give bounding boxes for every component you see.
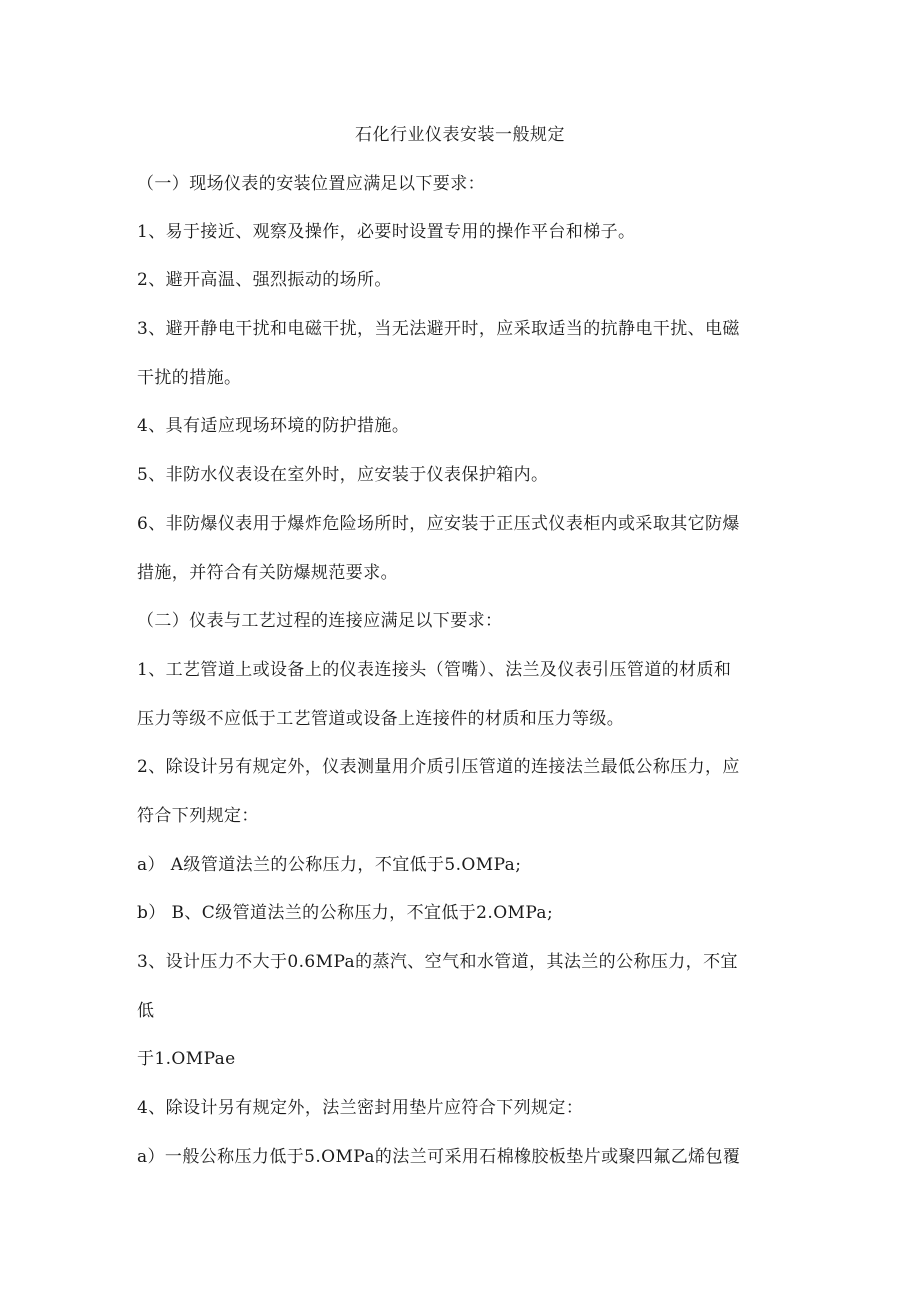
text-line: 措施，并符合有关防爆规范要求。 (137, 563, 398, 583)
text-line: 6、非防爆仪表用于爆炸危险场所时，应安装于正压式仪表柜内或采取其它防爆 (137, 514, 740, 534)
text-line: b） B、C级管道法兰的公称压力，不宜低于2.OMPa; (137, 903, 554, 923)
text-line: a） A级管道法兰的公称压力，不宜低于5.OMPa; (137, 855, 522, 875)
text-line: 3、避开静电干扰和电磁干扰，当无法避开时，应采取适当的抗静电干扰、电磁 (137, 319, 740, 339)
text-line: 4、具有适应现场环境的防护措施。 (137, 416, 410, 436)
text-line: 1、易于接近、观察及操作，必要时设置专用的操作平台和梯子。 (137, 222, 636, 242)
text-line: 2、除设计另有规定外，仪表测量用介质引压管道的连接法兰最低公称压力，应 (137, 757, 740, 777)
text-line: 5、非防水仪表设在室外时，应安装于仪表保护箱内。 (137, 465, 549, 485)
text-line: 于1.OMPae (137, 1049, 236, 1069)
text-line: 干扰的措施。 (137, 368, 242, 388)
text-line: 压力等级不应低于工艺管道或设备上连接件的材质和压力等级。 (137, 709, 625, 729)
document-title: 石化行业仪表安装一般规定 (355, 125, 565, 145)
text-line: 1、工艺管道上或设备上的仪表连接头（管嘴）、法兰及仪表引压管道的材质和 (137, 660, 732, 680)
text-line: 2、避开高温、强烈振动的场所。 (137, 270, 392, 290)
text-line: 3、设计压力不大于0.6MPa的蒸汽、空气和水管道，其法兰的公称压力，不宜 (137, 952, 738, 972)
text-line: a）一般公称压力低于5.OMPa的法兰可采用石棉橡胶板垫片或聚四氟乙烯包覆 (137, 1147, 741, 1167)
text-line: 低 (137, 1001, 155, 1021)
section-heading-2: （二）仪表与工艺过程的连接应满足以下要求： (137, 611, 503, 631)
text-line: 符合下列规定： (137, 806, 259, 826)
section-heading-1: （一）现场仪表的安装位置应满足以下要求： (137, 174, 485, 194)
text-line: 4、除设计另有规定外，法兰密封用垫片应符合下列规定： (137, 1098, 584, 1118)
